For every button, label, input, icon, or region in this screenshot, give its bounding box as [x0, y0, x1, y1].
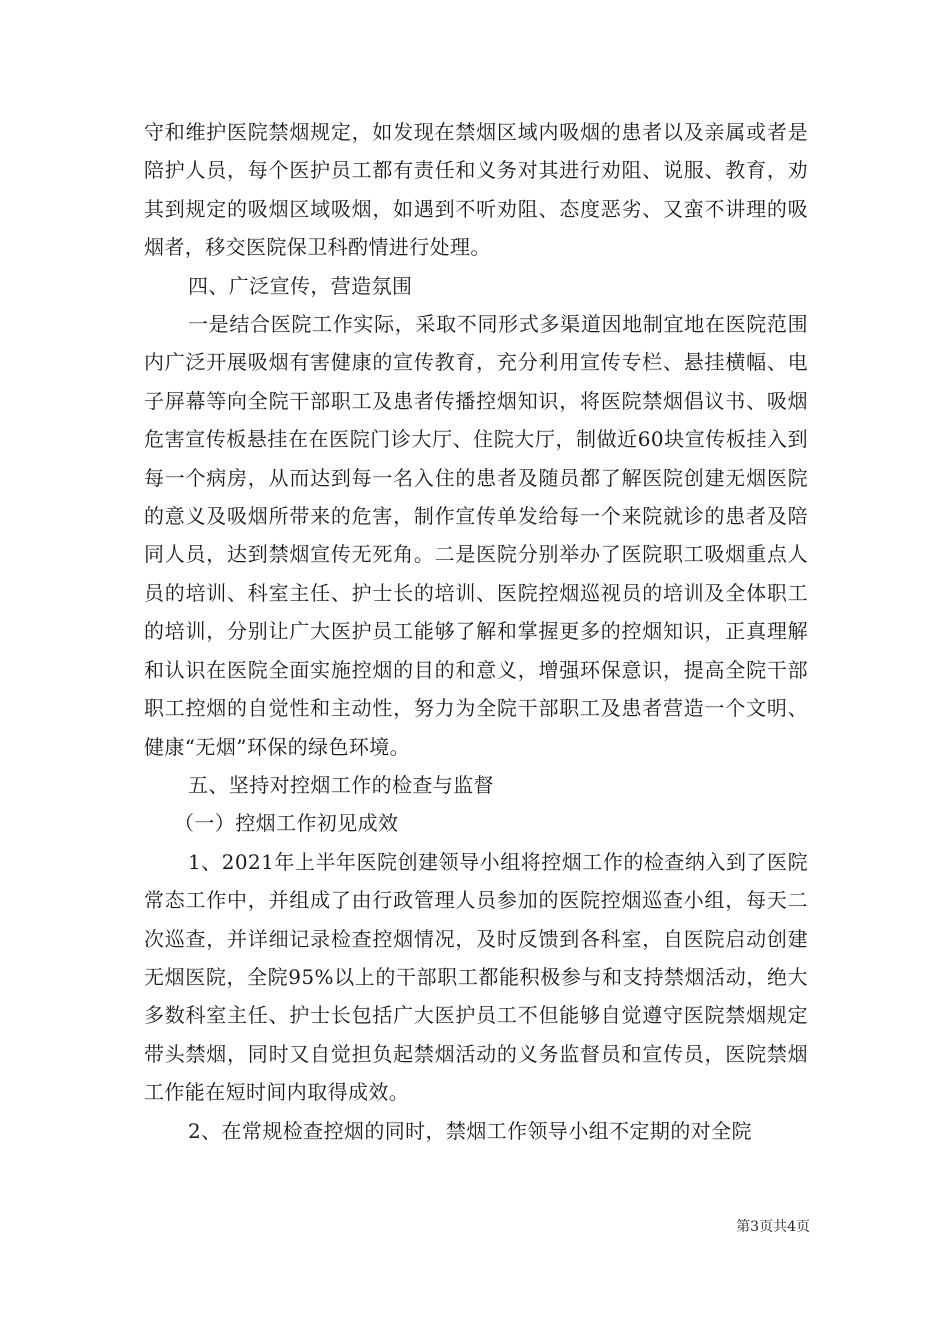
paragraph-continuation: 守和维护医院禁烟规定，如发现在禁烟区域内吸烟的患者以及亲属或者是陪护人员，每个医护员工都有责任和义务对其进行劝阻、说服、教育，劝其到规定的吸烟区域吸烟，如遇到不听劝阻、态度恶劣、又蛮不讲理的吸烟者，移交医院保卫科酌情进行处理。	[144, 120, 808, 260]
section-heading-four: 四、广泛宣传，营造氛围	[188, 273, 413, 298]
page-number-footer: 第3页共4页	[736, 1219, 810, 1235]
paragraph-inspection-1: 1、2021年上半年医院创建领导小组将控烟工作的检查纳入到了医院常态工作中，并组成了由行政管理人员参加的医院控烟巡查小组，每天二次巡查，并详细记录检查控烟情况，及时反馈到各科室，自医院启动创建无烟医院，全院95%以上的干部职工都能积极参与和支持禁烟活动，绝大多数科室主任、护士长包括广大医护员工不但能够自觉遵守医院禁烟规定带头禁烟，同时又自觉担负起禁烟活动的义务监督员和宣传员，医院禁烟工作能在短时间内取得成效。	[144, 849, 808, 1105]
subsection-heading-one: （一）控烟工作初见成效	[174, 811, 399, 836]
paragraph-inspection-2: 2、在常规检查控烟的同时，禁烟工作领导小组不定期的对全院	[188, 1118, 752, 1143]
paragraph-publicity: 一是结合医院工作实际，采取不同形式多渠道因地制宜地在医院范围内广泛开展吸烟有害健康的宣传教育，充分利用宣传专栏、悬挂横幅、电子屏幕等向全院干部职工及患者传播控烟知识，将医院禁烟倡议书、吸烟危害宣传板悬挂在在医院门诊大厅、住院大厅，制做近60块宣传板挂入到每一个病房，从而达到每一名入住的患者及随员都了解医院创建无烟医院的意义及吸烟所带来的危害，制作宣传单发给每一个来院就诊的患者及陪同人员，达到禁烟宣传无死角。二是医院分别举办了医院职工吸烟重点人员的培训、科室主任、护士长的培训、医院控烟巡视员的培训及全体职工的培训，分别让广大医护员工能够了解和掌握更多的控烟知识，正真理解和认识在医院全面实施控烟的目的和意义，增强环保意识，提高全院干部职工控烟的自觉性和主动性，努力为全院干部职工及患者营造一个文明、健康“无烟”环保的绿色环境。	[144, 312, 808, 759]
document-body	[144, 113, 808, 1150]
section-heading-five: 五、坚持对控烟工作的检查与监督	[188, 772, 494, 797]
